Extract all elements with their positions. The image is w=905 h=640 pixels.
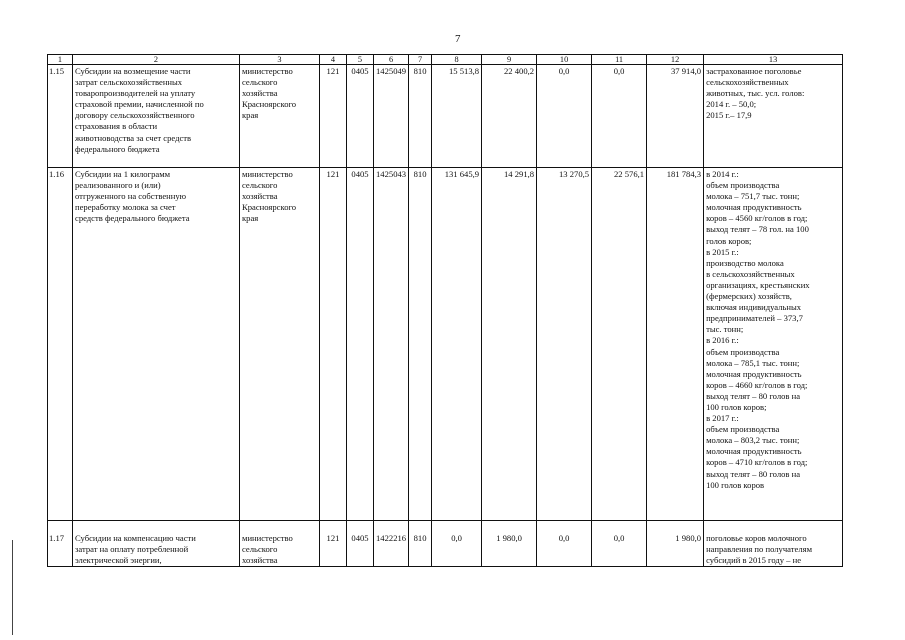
- expected-result: застрахованное поголовье сельскохозяйственных животных, тыс. усл. голов: 2014 г. – 50,0; 2015 г.– 17,9: [704, 65, 843, 168]
- amount-cell: 1 980,0: [647, 521, 704, 567]
- responsible-organization: министерство сельского хозяйства Красноярского края: [240, 65, 320, 168]
- subsidy-name: Субсидии на 1 килограмм реализованного и (или) отгруженного на собственную переработку молока за счет средств федерального бюджета: [73, 168, 240, 521]
- amount-cell: 14 291,8: [482, 168, 537, 521]
- code-cell: 0405: [347, 168, 374, 521]
- row-number: 1.16: [48, 168, 73, 521]
- code-cell: 1425043: [374, 168, 409, 521]
- expected-result: в 2014 г.: объем производства молока – 751,7 тыс. тонн; молочная продуктивность коров – 4560 кг/голов в год; выход телят – 78 гол. на 100 голов коров; в 2015 г.: производство молока в сельскохозяйственных организациях, крестьянских (фермерских) хозяйств, включая индивидуальных предпринимателей – 373,7 тыс. тонн; в 2016 г.: объем производства молока – 785,1 тыс. тонн; молочная продуктивность коров – 4660 кг/голов в год; выход телят – 80 голов на 100 голов коров; в 2017 г.: объем производства молока – 803,2 тыс. тонн; молочная продуктивность коров – 4710 кг/голов в год; выход телят – 80 голов на 100 голов коров: [704, 168, 843, 521]
- amount-cell: 0,0: [537, 521, 592, 567]
- code-cell: 810: [409, 168, 432, 521]
- code-cell: 121: [320, 168, 347, 521]
- code-cell: 1422216: [374, 521, 409, 567]
- amount-cell: 22 400,2: [482, 65, 537, 168]
- header-cell: 2: [73, 55, 240, 65]
- header-cell: 3: [240, 55, 320, 65]
- amount-cell: 1 980,0: [482, 521, 537, 567]
- table-row: [48, 65, 843, 168]
- amount-cell: 0,0: [592, 65, 647, 168]
- header-row: [48, 55, 843, 65]
- budget-table: [47, 54, 843, 567]
- scan-edge-line: [12, 540, 13, 635]
- amount-cell: 131 645,9: [432, 168, 482, 521]
- header-cell: 1: [48, 55, 73, 65]
- amount-cell: 22 576,1: [592, 168, 647, 521]
- code-cell: 810: [409, 65, 432, 168]
- code-cell: 1425049: [374, 65, 409, 168]
- page-number: 7: [455, 33, 461, 45]
- responsible-organization: министерство сельского хозяйства: [240, 521, 320, 567]
- header-cell: 5: [347, 55, 374, 65]
- header-cell: 12: [647, 55, 704, 65]
- amount-cell: 15 513,8: [432, 65, 482, 168]
- table-row: [48, 168, 843, 521]
- amount-cell: 0,0: [432, 521, 482, 567]
- code-cell: 810: [409, 521, 432, 567]
- amount-cell: 37 914,0: [647, 65, 704, 168]
- row-number: 1.15: [48, 65, 73, 168]
- header-cell: 4: [320, 55, 347, 65]
- responsible-organization: министерство сельского хозяйства Красноярского края: [240, 168, 320, 521]
- expected-result: поголовье коров молочного направления по получателям субсидий в 2015 году – не: [704, 521, 843, 567]
- row-number: 1.17: [48, 521, 73, 567]
- amount-cell: 13 270,5: [537, 168, 592, 521]
- code-cell: 121: [320, 521, 347, 567]
- amount-cell: 0,0: [537, 65, 592, 168]
- header-cell: 9: [482, 55, 537, 65]
- header-cell: 11: [592, 55, 647, 65]
- code-cell: 121: [320, 65, 347, 168]
- header-cell: 13: [704, 55, 843, 65]
- table-row: [48, 521, 843, 567]
- subsidy-name: Субсидии на компенсацию части затрат на оплату потребленной электрической энергии,: [73, 521, 240, 567]
- header-cell: 8: [432, 55, 482, 65]
- header-cell: 10: [537, 55, 592, 65]
- header-cell: 6: [374, 55, 409, 65]
- amount-cell: 0,0: [592, 521, 647, 567]
- subsidy-name: Субсидии на возмещение части затрат сельскохозяйственных товаропроизводителей на уплату страховой премии, начисленной по договору сельскохозяйственного страхования в области животноводства за счет средств федерального бюджета: [73, 65, 240, 168]
- amount-cell: 181 784,3: [647, 168, 704, 521]
- code-cell: 0405: [347, 65, 374, 168]
- code-cell: 0405: [347, 521, 374, 567]
- header-cell: 7: [409, 55, 432, 65]
